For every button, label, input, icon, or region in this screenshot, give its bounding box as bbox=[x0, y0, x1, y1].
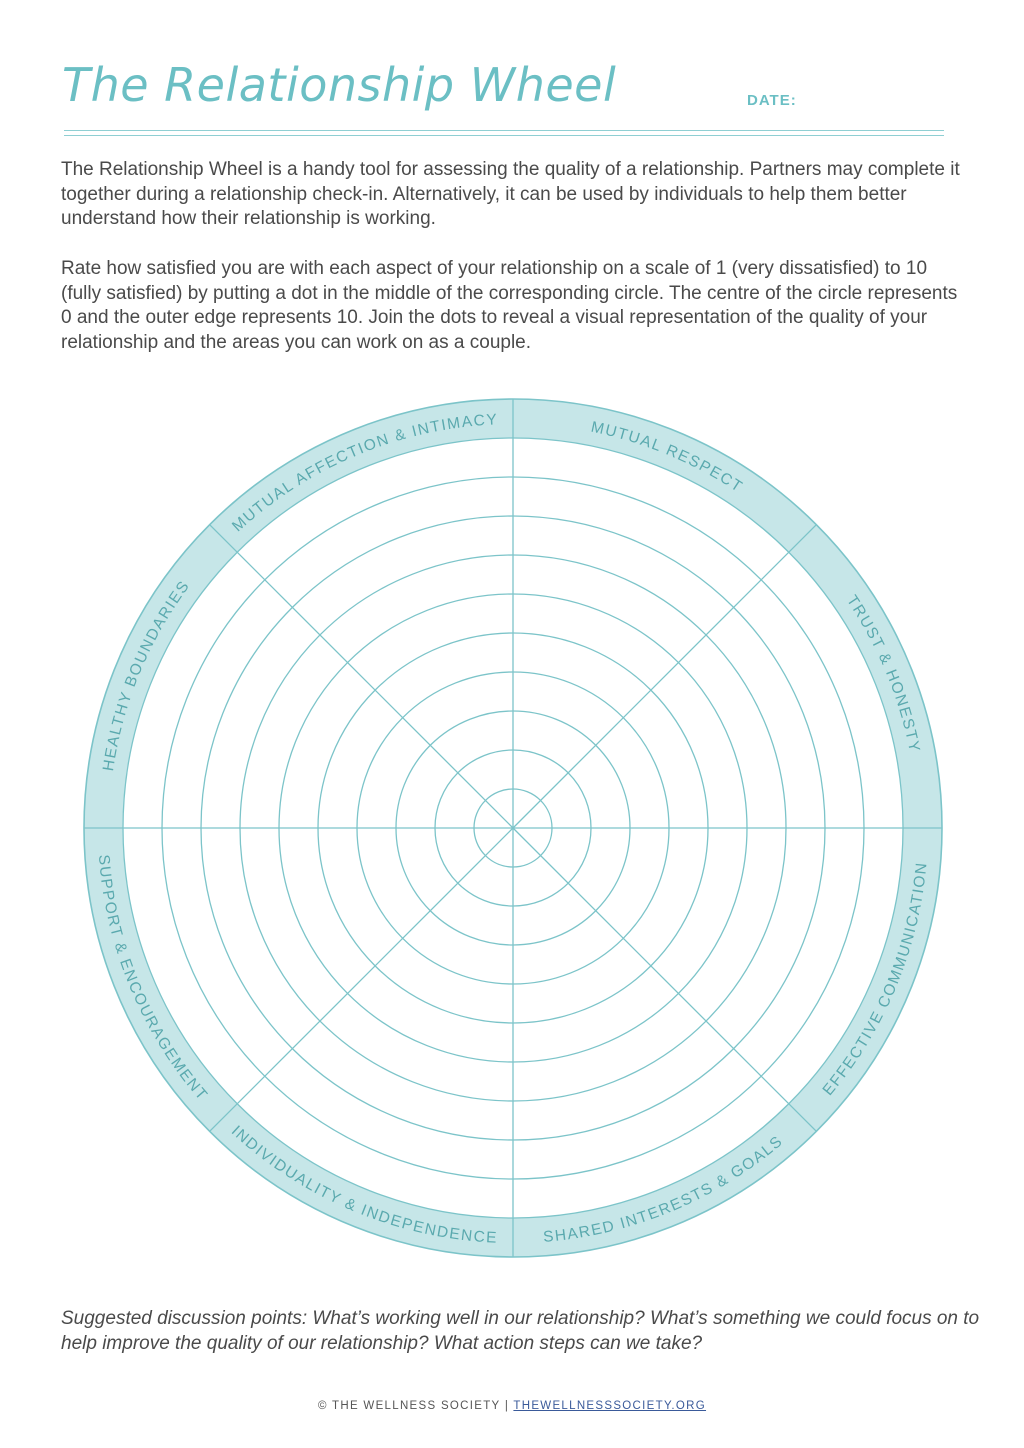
wheel-spoke-8 bbox=[210, 525, 513, 828]
discussion-points: Suggested discussion points: What’s working well in our relationship? What’s something we could focus on to help improve the quality of our relationship? What action steps can we take? bbox=[61, 1308, 980, 1354]
intro-paragraph-1: The Relationship Wheel is a handy tool for assessing the quality of a relationship. Partners may complete it together during a relationship check-in. Alternatively, it can be used by individuals to help them better understand how their relationship is working. bbox=[61, 159, 960, 229]
segment-label-7: HEALTHY BOUNDARIES bbox=[100, 577, 194, 773]
wheel-spoke-6 bbox=[210, 828, 513, 1131]
footer-website-link[interactable]: THEWELLNESSSOCIETY.ORG bbox=[513, 1400, 707, 1412]
segment-label-6: SUPPORT & ENCOURAGEMENT bbox=[94, 853, 211, 1105]
segment-label-5: INDIVIDUALITY & INDEPENDENCE bbox=[227, 1122, 499, 1247]
header-divider-secondary bbox=[64, 135, 944, 136]
footer-copyright: © THE WELLNESS SOCIETY | bbox=[317, 1400, 514, 1412]
page-title: The Relationship Wheel bbox=[62, 58, 617, 112]
segment-label-2: TRUST & HONESTY bbox=[843, 592, 923, 755]
segment-label-4: SHARED INTERESTS & GOALS bbox=[542, 1132, 787, 1246]
relationship-wheel bbox=[80, 395, 946, 1261]
header-divider bbox=[64, 130, 944, 131]
wheel-spoke-2 bbox=[513, 525, 816, 828]
footer bbox=[0, 1400, 1024, 1412]
wheel-spokes bbox=[84, 399, 942, 1257]
intro-paragraph-2: Rate how satisfied you are with each aspect of your relationship on a scale of 1 (very dissatisfied) to 10 (fully satisfied) by putting a dot in the middle of the corresponding circle. The centre of the circle represents 0 and the outer edge represents 10. Join the dots to reveal a visual representation of the quality of your relationship and the areas you can work on as a couple. bbox=[61, 258, 958, 353]
segment-label-8: MUTUAL AFFECTION & INTIMACY bbox=[229, 411, 499, 536]
wheel-spoke-4 bbox=[513, 828, 816, 1131]
segment-label-3: EFFECTIVE COMMUNICATION bbox=[819, 860, 931, 1099]
date-label: DATE: bbox=[747, 92, 797, 109]
segment-label-1: MUTUAL RESPECT bbox=[589, 418, 746, 497]
